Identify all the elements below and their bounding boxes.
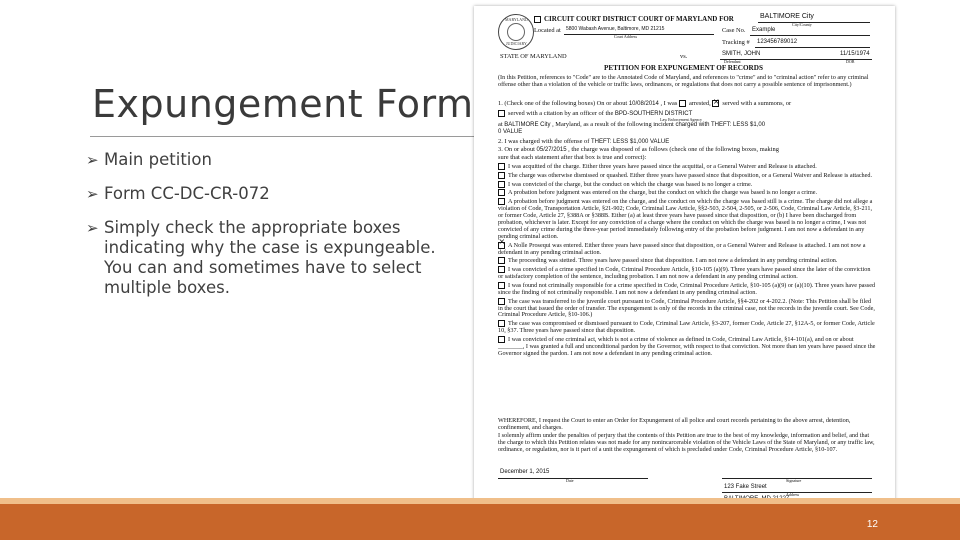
nolle-prosequi-checkbox-checked <box>498 242 505 249</box>
option-checkbox <box>498 172 505 179</box>
footer-bar <box>0 504 960 540</box>
slide-title: Expungement Form <box>92 82 474 126</box>
arrow-bullet-icon: ➢ <box>86 185 99 203</box>
court-county: BALTIMORE City <box>760 13 814 20</box>
offense: THEFT: LESS $1,000 VALUE <box>590 139 670 145</box>
page-number: 12 <box>866 519 878 530</box>
option-checkbox <box>498 189 505 196</box>
bullet-item <box>86 150 458 170</box>
maryland-judiciary-seal-icon <box>498 14 534 50</box>
option-not-responsible: I was found not criminally responsible for a crime specified in Code, Criminal Procedure Article, §10-105 (a)(9) or (a)(10). Three years have passed since the finding of not criminally responsible. I am not now a defendant in any pending criminal action. <box>498 281 876 296</box>
bullet-item <box>86 184 458 204</box>
circuit-court-checkbox <box>534 16 541 23</box>
citation-checkbox <box>498 110 505 117</box>
defendant-caption: Defendant <box>724 59 741 64</box>
signature-caption: Signature <box>786 478 802 483</box>
located-at-label: Located at <box>534 27 561 34</box>
option-dismissed: The charge was otherwise dismissed or quashed. Either three years have passed since that disposition, or a General Waiver and Release is attached. <box>498 172 876 180</box>
option-stetted: The proceeding was stetted. Three years have passed since that disposition. I am not now a defendant in any pending criminal action. <box>498 257 876 265</box>
expungement-form-image <box>474 6 895 514</box>
agency-name: BPD-SOUTHERN DISTRICT <box>614 111 693 117</box>
option-checkbox <box>498 198 505 205</box>
arrow-bullet-icon: ➢ <box>86 219 99 237</box>
arrow-bullet-icon: ➢ <box>86 151 99 169</box>
incident-description: charged with THEFT: LESS $1,00 <box>675 122 766 128</box>
option-acquitted: I was acquitted of the charge. Either three years have passed since the acquittal, or a General Waiver and Release is attached. <box>498 163 876 171</box>
bullet-text: Simply check the appropriate boxes indicating why the case is expungeable. You can and sometimes have to select multiple boxes. <box>104 218 436 297</box>
address-caption: Address <box>786 492 800 497</box>
dob-caption: DOB <box>846 59 855 64</box>
bullet-text: Form CC-DC-CR-072 <box>104 184 270 203</box>
bullet-text: Main petition <box>104 150 212 169</box>
agency-caption: Law Enforcement Agency <box>660 117 702 122</box>
option-checkbox <box>498 257 505 264</box>
option-checkbox <box>498 320 505 327</box>
option-convicted-specified: I was convicted of a crime specified in Code, Criminal Procedure Article, §10-105 (a)(9). Three years have passed since the later of the conviction or satisfactory completion of the sentence, including probation. I am not now a defendant in any pending criminal action. <box>498 266 871 281</box>
tracking-label: Tracking # <box>722 39 750 46</box>
option-juvenile-transfer: The case was transferred to the juvenile court pursuant to Code, Criminal Procedure Article, §§4-202 or 4-202.2. (Note: This Petition shall be filed in the court that issued the order of transfer. The expungement is only of the records in the criminal case, not the records in the juvenile court. See Code, Criminal Procedure Article, §10-106.) <box>498 297 875 319</box>
option-checkbox <box>498 266 505 273</box>
paragraph-3: 3. On or about 05/27/2015 , the charge was disposed of as follows (check one of the following boxes, making <box>498 146 779 153</box>
option-checkbox <box>498 336 505 343</box>
incident-description-cont: 0 VALUE <box>498 129 523 135</box>
option-checkbox <box>498 163 505 170</box>
defendant-name: SMITH, JOHN <box>722 51 761 57</box>
option-pardon: I was convicted of one criminal act, which is not a crime of violence as defined in Code, Criminal Law Article, §14-101(a), and on or about ________, I was granted a full and unconditional pardon by the Governor, with respect to that conviction. Not more than ten years have passed since the Governor signed the pardon. I am not now a defendant in any pending criminal action. <box>498 336 876 357</box>
option-nolle-prosequi: ×A Nolle Prosequi was entered. Either three years have passed since that disposition, or a General Waiver and Release is attached. I am not now a defendant in any pending criminal action. <box>498 242 876 257</box>
arrest-date: 10/08/2014 <box>628 101 659 107</box>
vs-label: vs. <box>680 53 688 60</box>
arrested-checkbox <box>679 100 686 107</box>
incident-place: BALTIMORE City <box>504 122 551 128</box>
seal-top-text: MARYLAND <box>505 17 528 22</box>
address-line-1: 123 Fake Street <box>724 484 767 490</box>
state-label: STATE OF MARYLAND <box>500 53 567 60</box>
date-caption: Date <box>566 478 574 483</box>
sign-date: December 1, 2015 <box>500 469 550 475</box>
option-pbj-no-longer-crime: A probation before judgment was entered on the charge, but the conduct on which the charge was based is no longer a crime. <box>498 189 876 197</box>
bullet-list <box>86 150 458 312</box>
paragraph-1-location: at BALTIMORE City , Maryland, as a result of the following incident charged with THEFT: LESS $1,00 <box>498 121 766 128</box>
case-no: Example <box>752 27 776 33</box>
disposition-date: 05/27/2015 <box>536 147 567 153</box>
title-divider <box>90 136 476 137</box>
paragraph-3-cont: sure that each statement after that box is true and correct): <box>498 154 647 161</box>
summons-checkbox <box>712 100 719 107</box>
option-pbj-still-crime: A probation before judgment was entered on the charge, and the conduct on which the charge was based still is a crime. The charge did not allege a violation of Code, Transportation Article, §21-902; Code, Criminal Law Article, §§2-503, 2-504, 2-505, or 2-506, Code, Criminal Law Article, §3-211, or former Code, Article 27, §388A or §388B. Either (a) at least three years have passed since that disposition, or (b) I have been discharged from probation, whichever is later. Except for any conviction of a charge where the conduct on which the charge was based is no longer a crime, I was not convicted of any crime during the three-year period immediately following entry of the probation before judgment. I am not now a defendant in any pending criminal action. <box>498 198 873 240</box>
court-address-caption: Court Address <box>614 34 637 39</box>
option-checkbox <box>498 282 505 289</box>
tracking-number: 123456789012 <box>757 39 798 45</box>
form-title: PETITION FOR EXPUNGEMENT OF RECORDS <box>604 64 763 72</box>
option-convicted-no-longer-crime: I was convicted of the charge, but the conduct on which the charge was based is no longer a crime. <box>498 181 876 189</box>
affirmation-paragraph: I solemnly affirm under the penalties of perjury that the contents of this Petition are true to the best of my knowledge, information and belief, and that the charge to which this Petition relates was not made for any nonincarcerable violation of the Vehicle Laws of the State of Maryland, or any traffic law, ordinance, or regulation, nor is it part of a unit the expungement of which is precluded under Code, Criminal Procedure Article, §10-107. <box>498 432 875 453</box>
court-county-caption: City/County <box>792 22 812 27</box>
court-address: 5800 Wabash Avenue, Baltimore, MD 21215 <box>566 26 665 32</box>
paragraph-1-citation: served with a citation by an officer of the BPD-SOUTHERN DISTRICT <box>498 110 692 119</box>
court-line: CIRCUIT COURT DISTRICT COURT OF MARYLAND FOR <box>534 16 734 24</box>
disposition-options <box>498 163 876 359</box>
bullet-item <box>86 218 458 298</box>
option-checkbox <box>498 181 505 188</box>
paragraph-2: 2. I was charged with the offense of THEFT: LESS $1,000 VALUE <box>498 138 670 145</box>
form-intro: (In this Petition, references to "Code" are to the Annotated Code of Maryland, and references to "crime" and to "criminal action" refer to any criminal offense other than a violation of the vehicle or traffic laws, ordinances, or regulations that does not carry a possible sentence of imprisonment.) <box>498 74 869 88</box>
seal-bottom-text: JUDICIARY <box>506 41 527 46</box>
option-compromised: The case was compromised or dismissed pursuant to Code, Criminal Law Article, §3-207, former Code, Article 27, §12A-5, or former Code, Article 10, §37. Three years have passed since that disposition. <box>498 320 875 335</box>
option-checkbox <box>498 298 505 305</box>
case-no-label: Case No. <box>722 27 746 34</box>
wherefore-paragraph: WHEREFORE, I request the Court to enter an Order for Expungement of all police and court records pertaining to the above arrest, detention, confinement, and charges. <box>498 417 851 431</box>
defendant-dob: 11/15/1974 <box>840 51 870 57</box>
paragraph-1: 1. (Check one of the following boxes) On or about 10/08/2014 , I was arrested, × served with a summons, or <box>498 100 791 109</box>
